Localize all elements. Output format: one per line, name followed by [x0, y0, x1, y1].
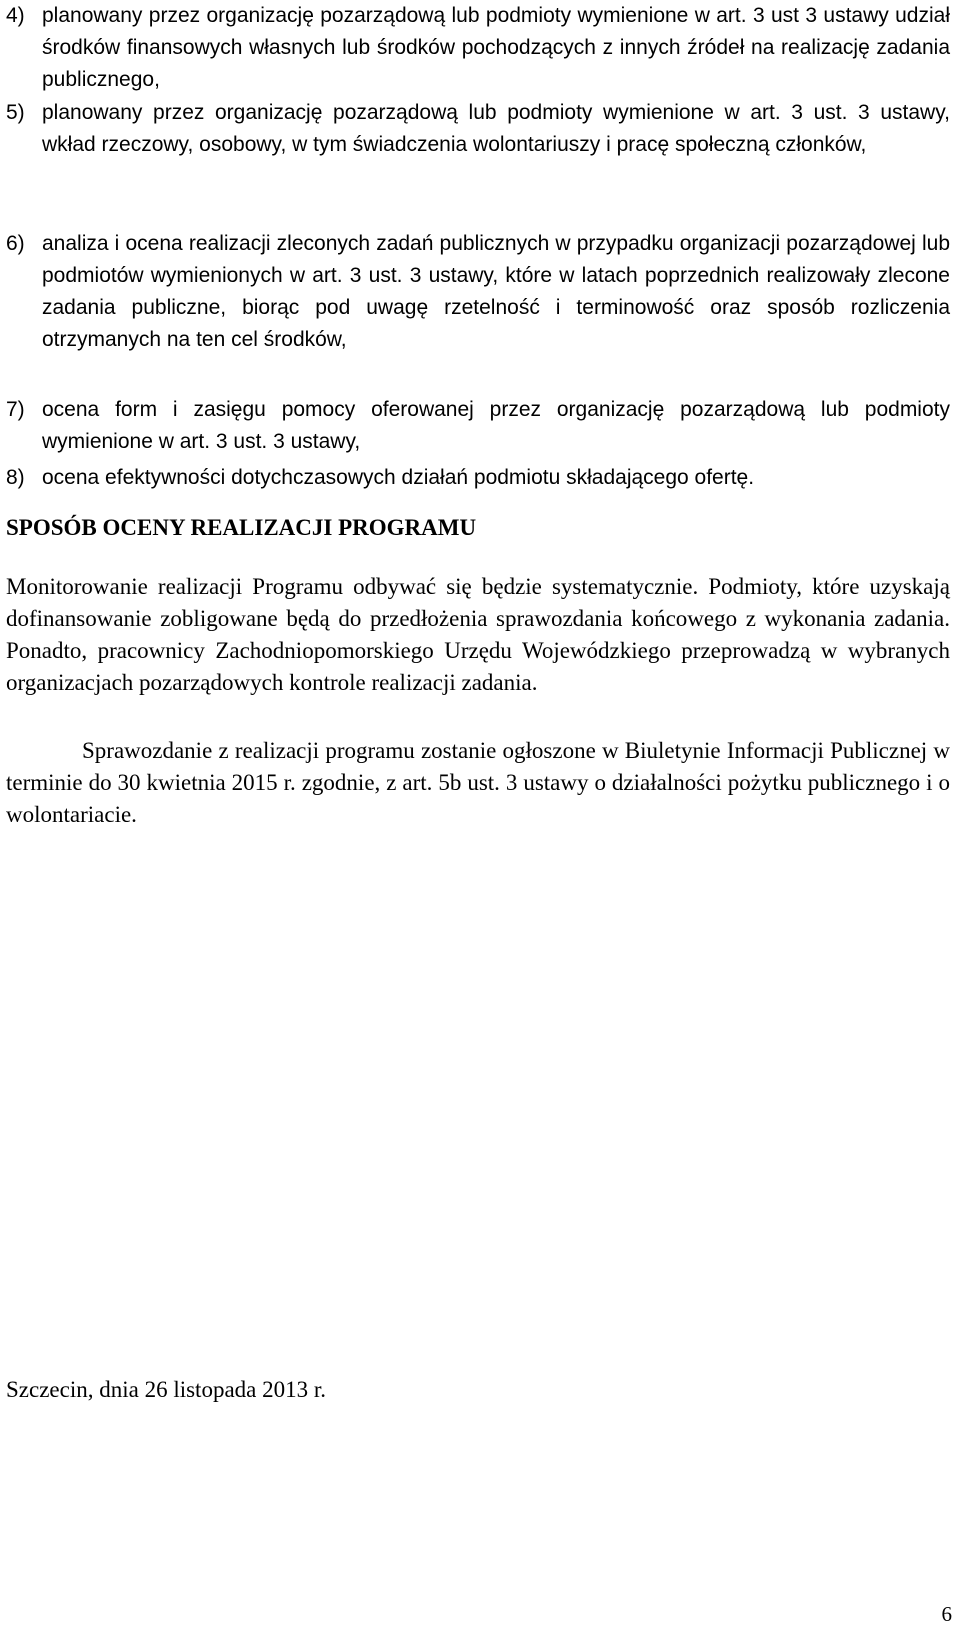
list-item-number: 8) — [6, 466, 25, 489]
page-number: 6 — [941, 1602, 952, 1626]
list-item-8 — [6, 462, 950, 494]
paragraph-report: Sprawozdanie z realizacji programu zostanie ogłoszone w Biuletynie Informacji Publicznej w terminie do 30 kwietnia 2015 r. zgodnie, z art. 5b ust. 3 ustawy o działalności pożytku publicznego i o wolontariacie. — [6, 738, 950, 827]
list-item-4 — [6, 0, 950, 96]
list-item-text: planowany przez organizację pozarządową lub podmioty wymienione w art. 3 ust 3 ustawy udział środków finansowych własnych lub środków pochodzących z innych źródeł na realizację zadania publicznego, — [42, 4, 950, 91]
list-item-number: 5) — [6, 101, 25, 124]
section-heading: SPOSÓB OCENY REALIZACJI PROGRAMU — [6, 515, 477, 540]
list-item-text: planowany przez organizację pozarządową lub podmioty wymienione w art. 3 ust. 3 ustawy, wkład rzeczowy, osobowy, w tym świadczenia wolontariuszy i pracę społeczną członków, — [42, 101, 950, 156]
list-item-text: analiza i ocena realizacji zleconych zadań publicznych w przypadku organizacji pozarządowej lub podmiotów wymienionych w art. 3 ust. 3 ustawy, które w latach poprzednich realizowały zlecone zadania publiczne, biorąc pod uwagę rzetelność i terminowość oraz sposób rozliczenia otrzymanych na ten cel środków, — [42, 232, 950, 351]
list-item-text: ocena form i zasięgu pomocy oferowanej przez organizację pozarządową lub podmioty wymienione w art. 3 ust. 3 ustawy, — [42, 398, 950, 453]
list-item-5 — [6, 97, 950, 161]
list-item-7 — [6, 394, 950, 458]
list-item-number: 6) — [6, 232, 25, 255]
list-item-number: 7) — [6, 398, 25, 421]
list-item-number: 4) — [6, 4, 25, 27]
paragraph-monitoring: Monitorowanie realizacji Programu odbywać się będzie systematycznie. Podmioty, które uzyskają dofinansowanie zobligowane będą do przedłożenia sprawozdania końcowego z wykonania zadania. Ponadto, pracownicy Zachodniopomorskiego Urzędu Wojewódzkiego przeprowadzą w wybranych organizacjach pozarządowych kontrole realizacji zadania. — [6, 574, 950, 695]
list-item-text: ocena efektywności dotychczasowych działań podmiotu składającego ofertę. — [42, 466, 755, 489]
list-item-6 — [6, 228, 950, 356]
place-and-date: Szczecin, dnia 26 listopada 2013 r. — [6, 1377, 327, 1402]
